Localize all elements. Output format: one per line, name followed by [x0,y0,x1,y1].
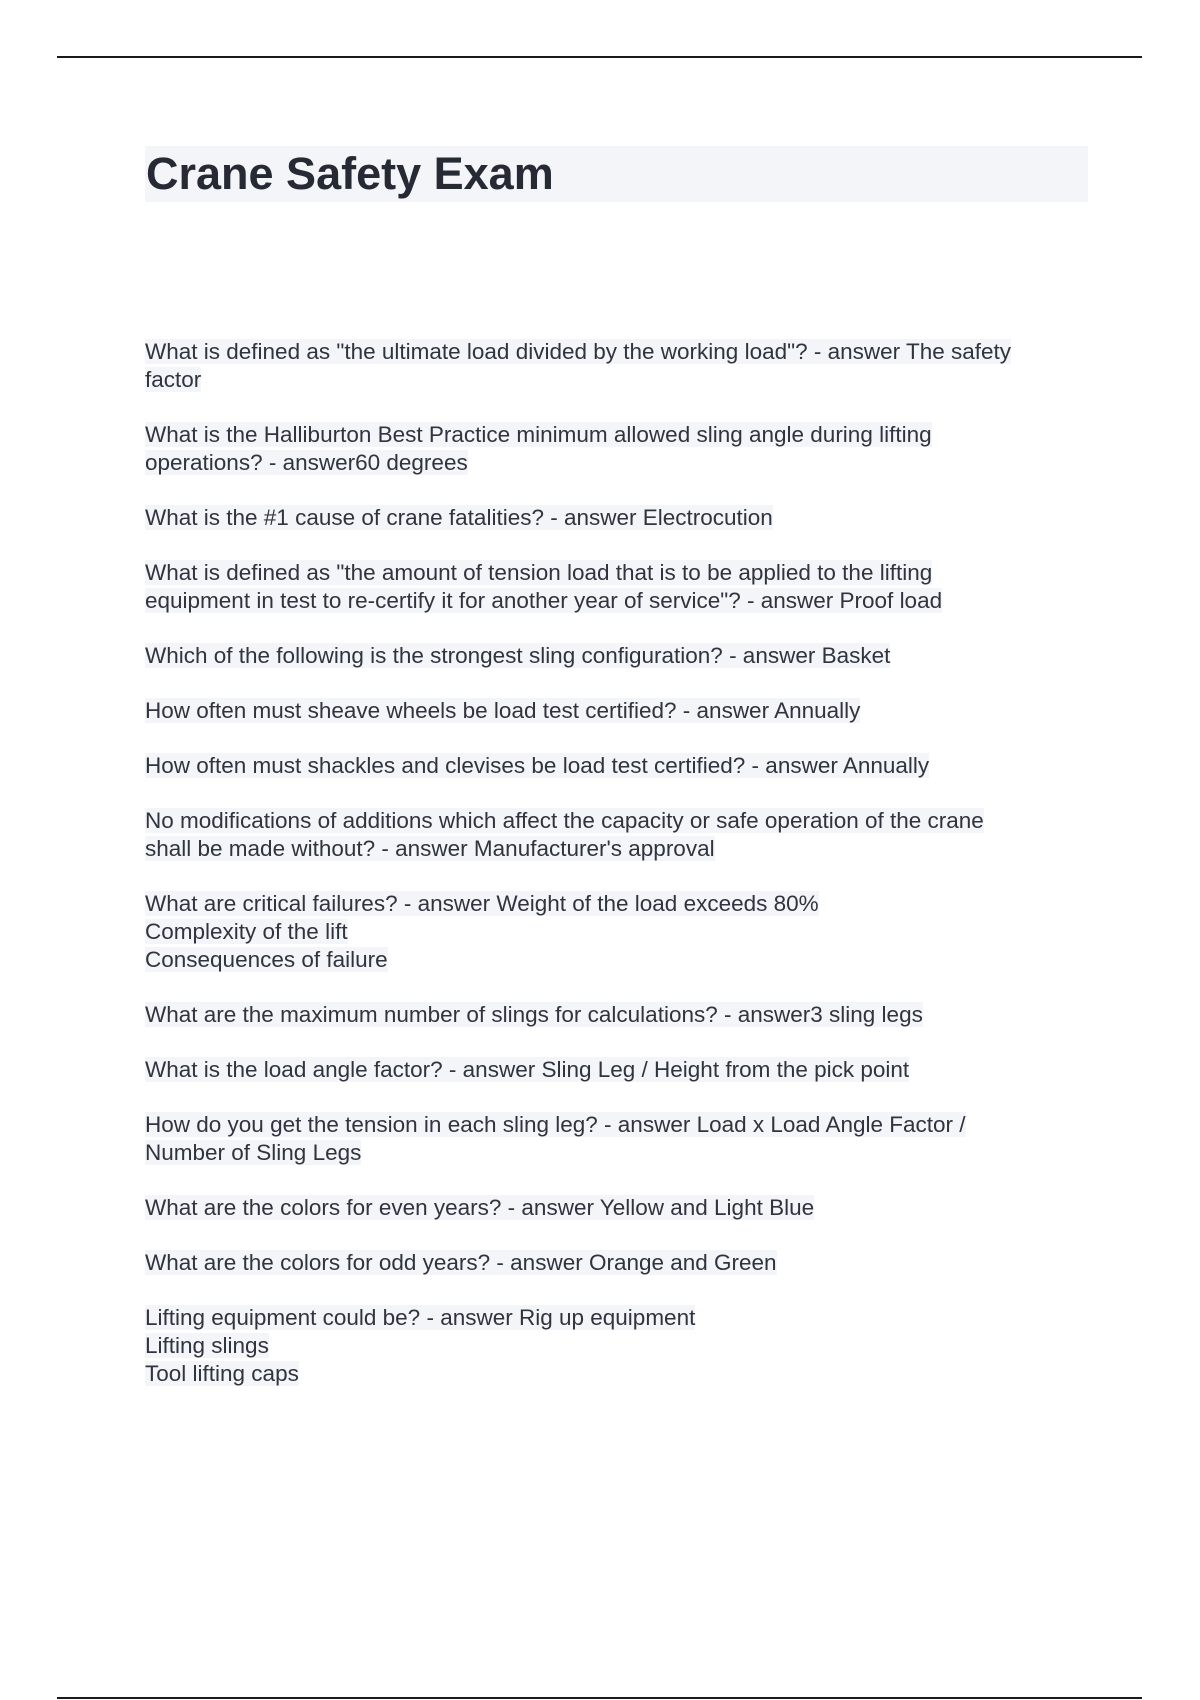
qa-item [145,890,1095,974]
qa-text: What are the colors for odd years? - answer Orange and Green [145,1250,777,1275]
qa-item [145,504,1095,532]
qa-item [145,1111,1095,1167]
qa-item [145,752,1095,780]
qa-text: What is the load angle factor? - answer Sling Leg / Height from the pick point [145,1057,910,1082]
qa-text: What are critical failures? - answer Weight of the load exceeds 80% Complexity of the lift Consequences of failure [145,891,819,972]
qa-item [145,1001,1095,1029]
qa-item [145,1304,1095,1388]
qa-item [145,1249,1095,1277]
qa-text: What is the Halliburton Best Practice minimum allowed sling angle during lifting operations? - answer60 degrees [145,422,932,475]
qa-item [145,642,1095,670]
qa-text: How do you get the tension in each sling leg? - answer Load x Load Angle Factor / Number of Sling Legs [145,1112,966,1165]
qa-list [145,338,1095,1415]
qa-text: How often must shackles and clevises be load test certified? - answer Annually [145,753,930,778]
top-divider [57,56,1142,58]
qa-text: What is defined as "the ultimate load divided by the working load"? - answer The safety factor [145,339,1012,392]
qa-text: What is defined as "the amount of tension load that is to be applied to the lifting equipment in test to re-certify it for another year of service"? - answer Proof load [145,560,943,613]
qa-item [145,1056,1095,1084]
qa-item [145,697,1095,725]
qa-text: What are the colors for even years? - answer Yellow and Light Blue [145,1195,815,1220]
qa-item [145,421,1095,477]
qa-item [145,559,1095,615]
qa-text: What is the #1 cause of crane fatalities? - answer Electrocution [145,505,773,530]
qa-text: Lifting equipment could be? - answer Rig up equipment Lifting slings Tool lifting caps [145,1305,696,1386]
qa-item [145,1194,1095,1222]
qa-text: What are the maximum number of slings for calculations? - answer3 sling legs [145,1002,923,1027]
qa-text: Which of the following is the strongest sling configuration? - answer Basket [145,643,891,668]
qa-text: How often must sheave wheels be load test certified? - answer Annually [145,698,861,723]
page-title: Crane Safety Exam [146,148,554,199]
qa-item [145,338,1095,394]
bottom-divider [57,1697,1142,1699]
qa-text: No modifications of additions which affect the capacity or safe operation of the crane shall be made without? - answer Manufacturer's approval [145,808,984,861]
qa-item [145,807,1095,863]
